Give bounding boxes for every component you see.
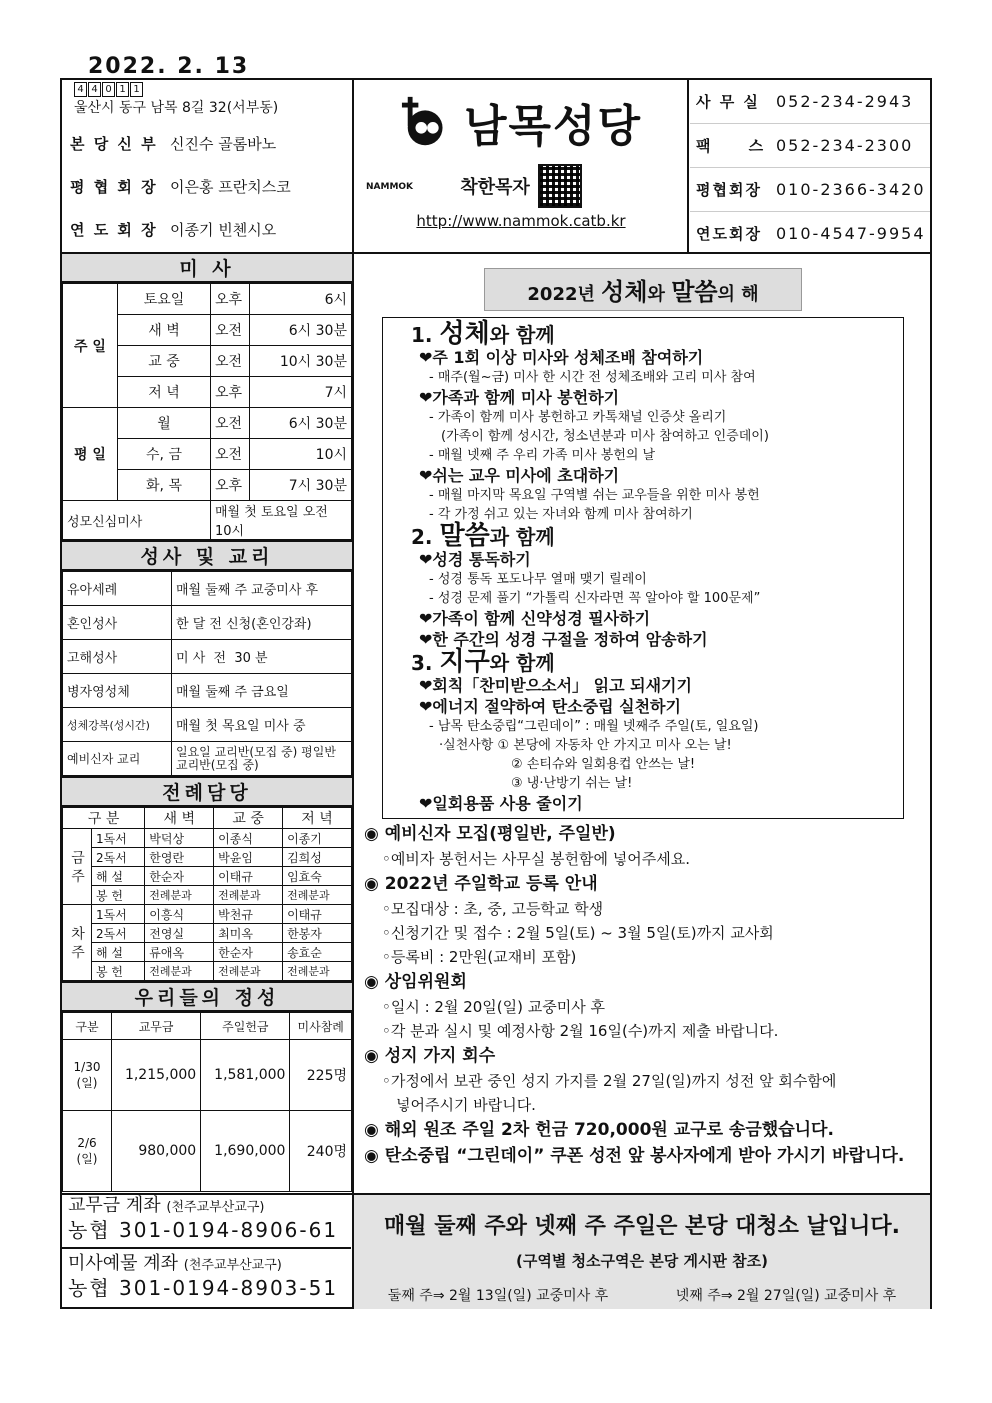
liturgy-cell: 전례분과 xyxy=(283,962,352,981)
notice-body: ◦등록비 : 2만원(교재비 포함) xyxy=(382,948,577,966)
mass-day: 월 xyxy=(118,408,211,439)
mass-time: 6시 xyxy=(250,284,352,315)
header-row xyxy=(70,133,351,154)
postal-digit: 1 xyxy=(130,82,143,97)
mass-time: 7시 xyxy=(250,377,352,408)
contact-label: 팩 스 xyxy=(696,137,766,155)
theme-heading xyxy=(411,647,903,677)
year-title-text: 말씀 xyxy=(671,278,718,306)
notice-body: ◦모집대상 : 초, 중, 고등학교 학생 xyxy=(382,900,604,918)
header-row-label: 본 당 신 부 xyxy=(70,135,158,153)
mass-ampm: 오후 xyxy=(211,377,250,408)
contact-label: 사 무 실 xyxy=(696,93,760,111)
left-column xyxy=(62,254,352,1192)
sacraments-table xyxy=(62,571,352,776)
account-number: 농협 301-0194-8903-51 xyxy=(68,1276,339,1300)
table-row xyxy=(63,606,352,640)
theme-sub: - 성경 통독 포도나무 열매 맺기 릴레이 xyxy=(429,572,647,587)
special-mass-label: 성모신심미사 xyxy=(63,501,211,540)
motto: 착한목자 xyxy=(460,177,530,198)
year-title-text: 2022년 xyxy=(527,284,602,305)
sacrament-value: 매월 둘째 주 금요일 xyxy=(172,674,352,708)
table-row xyxy=(63,867,352,886)
table-row xyxy=(63,886,352,905)
special-mass-value: 매월 첫 토요일 오전 10시 xyxy=(211,501,352,540)
theme-sub: - 매월 넷째 주 우리 가족 미사 봉헌의 날 xyxy=(429,448,656,463)
liturgy-cell: 해 설 xyxy=(92,867,145,886)
theme-rest: 와 함께 xyxy=(489,323,555,347)
sacrament-label: 유아세례 xyxy=(63,572,172,606)
mass-ampm: 오전 xyxy=(211,439,250,470)
mass-time: 7시 30분 xyxy=(250,470,352,501)
liturgy-cell: 한순자 xyxy=(145,867,214,886)
theme-item: ❤에너지 절약하여 탄소중립 실천하기 xyxy=(419,697,681,716)
theme-num: 3. xyxy=(411,651,440,675)
this-week-label: 금 주 xyxy=(63,829,92,905)
liturgy-cell: 이종기 xyxy=(283,829,352,848)
notice-heading: ◉ 성지 가지 회수 xyxy=(364,1046,496,1066)
postal-digit: 4 xyxy=(74,82,87,97)
contact-row xyxy=(690,212,930,255)
liturgy-cell: 이흥식 xyxy=(145,905,214,924)
theme-heading xyxy=(411,319,903,349)
notice-heading: ◉ 해외 원조 주일 2차 헌금 720,000원 교구로 송금했습니다. xyxy=(364,1120,834,1140)
liturgy-cell: 전례분과 xyxy=(214,886,283,905)
sacrament-value: 미 사 전 30 분 xyxy=(172,640,352,674)
theme-sub: - 가족이 함께 미사 봉헌하고 카톡채널 인증샷 올리기 xyxy=(429,410,727,425)
bank-accounts xyxy=(62,1195,351,1299)
divider xyxy=(60,1247,351,1249)
header-row-value: 신진수 골롬바노 xyxy=(170,135,277,153)
year-title-text: 성체 xyxy=(601,278,648,306)
table-row xyxy=(63,829,352,848)
liturgy-cell: 임효숙 xyxy=(283,867,352,886)
account-org: (천주교부산교구) xyxy=(166,1200,265,1215)
year-theme-title xyxy=(484,268,802,311)
mass-title: 미 사 xyxy=(62,254,352,283)
liturgy-cell: 전례분과 xyxy=(145,886,214,905)
liturgy-header: 저 녁 xyxy=(283,808,352,829)
header-row xyxy=(70,176,351,197)
theme-word: 말씀 xyxy=(439,521,490,551)
theme-sub: - 성경 문제 풀기 “가톨릭 신자라면 꼭 알아야 할 100문제” xyxy=(429,591,761,606)
contact-row xyxy=(690,168,930,212)
liturgy-header: 구 분 xyxy=(63,808,145,829)
offering-value: 225명 xyxy=(290,1040,352,1111)
theme-rest: 과 함께 xyxy=(489,525,555,549)
account-label: 미사예물 계좌 xyxy=(68,1253,179,1274)
liturgy-cell: 박윤임 xyxy=(214,848,283,867)
liturgy-cell: 박덕상 xyxy=(145,829,214,848)
theme-item: ❤가족이 함께 신약성경 필사하기 xyxy=(419,609,651,628)
year-title-text: 의 해 xyxy=(717,284,759,305)
theme-item: ❤회칙「찬미받으소서」 읽고 되새기기 xyxy=(419,676,692,695)
logo-small-text: NAMMOK xyxy=(366,182,414,192)
offering-value: 980,000 xyxy=(112,1111,201,1192)
table-row xyxy=(63,1040,352,1111)
theme-sub: - 각 가정 쉬고 있는 자녀와 함께 미사 참여하기 xyxy=(429,507,693,522)
contact-number: 052-234-2943 xyxy=(776,92,914,111)
liturgy-cell: 전례분과 xyxy=(145,962,214,981)
sacrament-value: 매월 둘째 주 교중미사 후 xyxy=(172,572,352,606)
liturgy-cell: 이종식 xyxy=(214,829,283,848)
account-org: (천주교부산교구) xyxy=(183,1258,282,1273)
account-line xyxy=(62,1195,351,1219)
mass-time: 10시 30분 xyxy=(250,346,352,377)
liturgy-cell: 박천규 xyxy=(214,905,283,924)
liturgy-cell: 송효순 xyxy=(283,943,352,962)
mass-ampm: 오후 xyxy=(211,470,250,501)
notice-heading: ◉ 탄소중립 “그린데이” 쿠폰 성전 앞 봉사자에게 받아 가시기 바랍니다. xyxy=(364,1146,905,1166)
notice-body: ◦가정에서 보관 중인 성지 가지를 2월 27일(일)까지 성전 앞 회수함에 xyxy=(382,1072,837,1090)
contact-row xyxy=(690,80,930,124)
account-number: 농협 301-0194-8906-61 xyxy=(68,1218,339,1242)
notice-heading: ◉ 예비신자 모집(평일반, 주일반) xyxy=(364,824,616,844)
sacrament-value: 한 달 전 신청(혼인강좌) xyxy=(172,606,352,640)
table-row xyxy=(63,501,352,540)
liturgy-cell: 전례분과 xyxy=(214,962,283,981)
mass-ampm: 오전 xyxy=(211,346,250,377)
offering-value: 1,690,000 xyxy=(201,1111,290,1192)
header-row xyxy=(70,219,351,240)
website-link[interactable]: http://www.nammok.catb.kr xyxy=(416,212,626,230)
header-info xyxy=(62,80,351,250)
notice-body: ◦예비자 봉헌서는 사무실 봉헌함에 넣어주세요. xyxy=(382,850,690,868)
cleaning-date: 둘째 주⇒ 2월 13일(일) 교중미사 후 xyxy=(387,1288,609,1304)
theme-sub: ③ 냉·난방기 쉬는 날! xyxy=(511,776,633,791)
notice-body: ◦신청기간 및 접수 : 2월 5일(토) ~ 3월 5일(토)까지 교사회 xyxy=(382,924,774,942)
sacrament-label: 고해성사 xyxy=(63,640,172,674)
table-row xyxy=(63,408,352,439)
liturgy-cell: 이태규 xyxy=(283,905,352,924)
offering-header: 주일헌금 xyxy=(201,1013,290,1040)
notice-body: ◦일시 : 2월 20일(일) 교중미사 후 xyxy=(382,998,605,1016)
table-row xyxy=(63,742,352,776)
header-row-label: 평 협 회 장 xyxy=(70,178,158,196)
offering-value: 1,581,000 xyxy=(201,1040,290,1111)
theme-sub: - 매주(월~금) 미사 한 시간 전 성체조배와 고리 미사 참여 xyxy=(429,370,756,385)
offering-value: 1,215,000 xyxy=(112,1040,201,1111)
sacrament-label: 혼인성사 xyxy=(63,606,172,640)
liturgy-cell: 전례분과 xyxy=(283,886,352,905)
mass-day: 화, 목 xyxy=(118,470,211,501)
contact-label: 연도회장 xyxy=(696,225,762,243)
liturgy-cell: 이태규 xyxy=(214,867,283,886)
notice-body: ◦각 분과 실시 및 예정사항 2월 16일(수)까지 제출 바랍니다. xyxy=(382,1022,779,1040)
liturgy-cell: 류애옥 xyxy=(145,943,214,962)
mass-day: 수, 금 xyxy=(118,439,211,470)
liturgy-cell: 해 설 xyxy=(92,943,145,962)
offering-table xyxy=(62,1012,352,1192)
cleaning-sub: (구역별 청소구역은 본당 게시판 참조) xyxy=(516,1252,768,1270)
offering-date: 1/30 (일) xyxy=(63,1040,112,1111)
theme-word: 성체 xyxy=(439,319,490,349)
liturgy-header: 교 중 xyxy=(214,808,283,829)
table-row xyxy=(63,924,352,943)
liturgy-header: 새 벽 xyxy=(145,808,214,829)
theme-sub: - 남목 탄소중립“그린데이” : 매월 넷째주 주일(토, 일요일) xyxy=(429,719,759,734)
mass-table xyxy=(62,283,352,540)
sacrament-value: 일요일 교리반(모집 중) 평일반 교리반(모집 중) xyxy=(172,742,352,776)
theme-heading xyxy=(411,521,903,551)
table-row xyxy=(63,808,352,829)
mass-time: 6시 30분 xyxy=(250,408,352,439)
mass-time: 6시 30분 xyxy=(250,315,352,346)
sunday-label: 주 일 xyxy=(63,284,118,408)
theme-rest: 와 함께 xyxy=(489,651,555,675)
sacrament-value: 매월 첫 목요일 미사 중 xyxy=(172,708,352,742)
liturgy-table xyxy=(62,807,352,981)
theme-item: ❤가족과 함께 미사 봉헌하기 xyxy=(419,388,620,407)
next-week-label: 차 주 xyxy=(63,905,92,981)
account-label: 교무금 계좌 xyxy=(68,1195,161,1216)
theme-num: 1. xyxy=(411,323,440,347)
contact-number: 052-234-2300 xyxy=(776,136,914,155)
theme-sub: (가족이 함께 성시간, 청소년분과 미사 참여하고 인증데이) xyxy=(441,429,769,444)
contact-number: 010-4547-9954 xyxy=(776,224,926,243)
sacraments-title: 성사 및 교리 xyxy=(62,540,352,571)
offering-title: 우리들의 정성 xyxy=(62,981,352,1012)
liturgy-cell: 한영란 xyxy=(145,848,214,867)
contact-number: 010-2366-3420 xyxy=(776,180,926,199)
cleaning-notice xyxy=(354,1193,930,1309)
offering-value: 240명 xyxy=(290,1111,352,1192)
theme-word: 지구 xyxy=(439,647,490,677)
table-row xyxy=(63,1111,352,1192)
liturgy-cell: 1독서 xyxy=(92,829,145,848)
account-line xyxy=(62,1253,351,1277)
mass-ampm: 오후 xyxy=(211,284,250,315)
postal-digit: 0 xyxy=(102,82,115,97)
table-row xyxy=(63,708,352,742)
table-row xyxy=(63,848,352,867)
divider xyxy=(352,252,354,1309)
contact-row xyxy=(690,124,930,168)
offering-date: 2/6 (일) xyxy=(63,1111,112,1192)
liturgy-cell: 전영실 xyxy=(145,924,214,943)
theme-item: ❤성경 통독하기 xyxy=(419,550,531,569)
cleaning-date: 넷째 주⇒ 2월 27일(일) 교중미사 후 xyxy=(675,1288,897,1304)
church-name: 남목성당 xyxy=(463,101,642,152)
liturgy-cell: 1독서 xyxy=(92,905,145,924)
notice-heading: ◉ 상임위원회 xyxy=(364,972,467,992)
offering-header: 구분 xyxy=(63,1013,112,1040)
table-row xyxy=(63,674,352,708)
liturgy-cell: 2독서 xyxy=(92,848,145,867)
mass-ampm: 오전 xyxy=(211,408,250,439)
cross-logo-icon xyxy=(400,93,458,151)
bulletin-date: 2022. 2. 13 xyxy=(88,54,250,79)
divider xyxy=(687,78,689,254)
notice-body: 넣어주시기 바랍니다. xyxy=(396,1096,536,1114)
table-row xyxy=(63,905,352,924)
liturgy-cell: 김희성 xyxy=(283,848,352,867)
table-row xyxy=(63,962,352,981)
liturgy-cell: 봉 헌 xyxy=(92,886,145,905)
postal-code xyxy=(74,82,351,97)
theme-item: ❤한 주간의 성경 구절을 정하여 암송하기 xyxy=(419,630,708,649)
mass-time: 10시 xyxy=(250,439,352,470)
theme-num: 2. xyxy=(411,525,440,549)
postal-digit: 4 xyxy=(88,82,101,97)
church-logo-block xyxy=(356,84,686,252)
mass-ampm: 오전 xyxy=(211,315,250,346)
theme-item: ❤일회용품 사용 줄이기 xyxy=(419,794,583,813)
table-row xyxy=(63,640,352,674)
table-row xyxy=(63,572,352,606)
church-address: 울산시 동구 남목 8길 32(서부동) xyxy=(74,100,279,116)
mass-day: 저 녁 xyxy=(118,377,211,408)
liturgy-cell: 2독서 xyxy=(92,924,145,943)
mass-day: 교 중 xyxy=(118,346,211,377)
postal-digit: 1 xyxy=(116,82,129,97)
theme-sub: ·실천사항 ① 본당에 자동차 안 가지고 미사 오는 날! xyxy=(439,738,732,753)
year-title-text: 와 xyxy=(647,284,672,305)
theme-sub: ② 손티슈와 일회용컵 안쓰는 날! xyxy=(511,757,696,772)
mass-day: 토요일 xyxy=(118,284,211,315)
sacrament-label: 예비신자 교리 xyxy=(63,742,172,776)
theme-item: ❤쉬는 교우 미사에 초대하기 xyxy=(419,466,620,485)
table-row xyxy=(63,943,352,962)
liturgy-cell: 봉 헌 xyxy=(92,962,145,981)
offering-header: 미사참례 xyxy=(290,1013,352,1040)
offering-header: 교무금 xyxy=(112,1013,201,1040)
sacrament-label: 성체강복(성시간) xyxy=(63,708,172,742)
church-logo xyxy=(356,90,686,154)
liturgy-cell: 최미옥 xyxy=(214,924,283,943)
right-column xyxy=(356,256,930,1169)
liturgy-cell: 한순자 xyxy=(214,943,283,962)
liturgy-cell: 한봉자 xyxy=(283,924,352,943)
header-row-value: 이은홍 프란치스코 xyxy=(170,178,291,196)
contact-label: 평협회장 xyxy=(696,181,762,199)
notices xyxy=(356,821,930,1169)
table-row xyxy=(63,284,352,315)
liturgy-title: 전례담당 xyxy=(62,776,352,807)
sacrament-label: 병자영성체 xyxy=(63,674,172,708)
contact-list xyxy=(690,80,930,255)
weekday-label: 평 일 xyxy=(63,408,118,501)
mass-day: 새 벽 xyxy=(118,315,211,346)
divider xyxy=(352,78,354,254)
cleaning-dates xyxy=(354,1285,930,1305)
theme-item: ❤주 1회 이상 미사와 성체조배 참여하기 xyxy=(419,348,704,367)
table-row xyxy=(63,1013,352,1040)
cleaning-title: 매월 둘째 주와 넷째 주 주일은 본당 대청소 날입니다. xyxy=(384,1214,900,1239)
themes-box xyxy=(382,317,904,819)
header-row-value: 이종기 빈첸시오 xyxy=(170,221,277,239)
theme-sub: - 매월 마지막 목요일 구역별 쉬는 교우들을 위한 미사 봉헌 xyxy=(429,488,760,503)
qr-code-icon xyxy=(538,164,582,208)
notice-heading: ◉ 2022년 주일학교 등록 안내 xyxy=(364,874,598,894)
header-row-label: 연 도 회 장 xyxy=(70,221,158,239)
